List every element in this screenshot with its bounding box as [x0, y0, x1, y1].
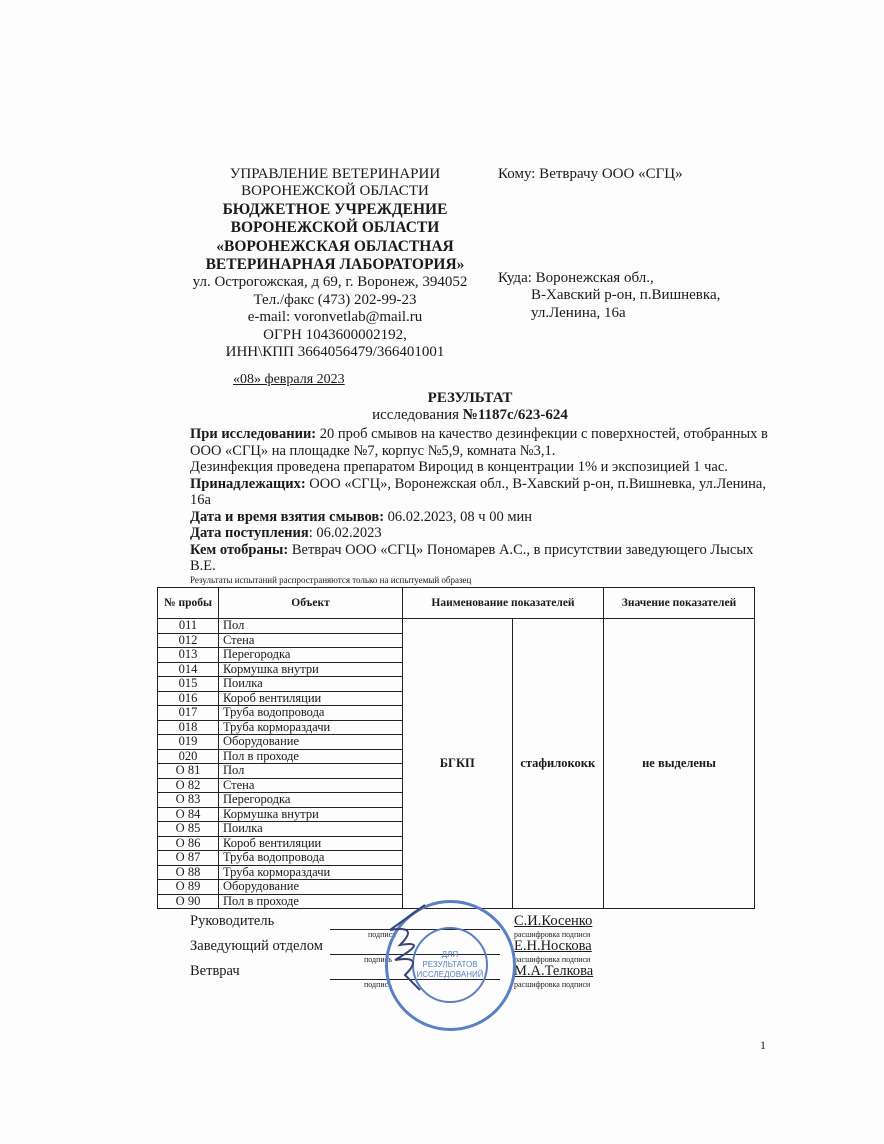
signatory-name: С.И.Косенко [514, 913, 593, 929]
header-line: ВОРОНЕЖСКОЙ ОБЛАСТИ [241, 183, 429, 200]
sample-object: Труба водопровода [219, 851, 403, 866]
document-subtitle [180, 407, 760, 424]
sample-number: 019 [158, 735, 219, 750]
label: Кем отобраны: [190, 541, 289, 558]
org-ogrn: ОГРН 1043600002192, [263, 326, 407, 343]
sample-number: 020 [158, 749, 219, 764]
sample-number: О 87 [158, 851, 219, 866]
sample-object: Поилка [219, 677, 403, 692]
results-note: Результаты испытаний распространяются только на испытуемый образец [190, 575, 472, 585]
signature-caption: подпись [364, 955, 392, 964]
value: : 06.02.2023 [308, 525, 382, 541]
sample-object: Оборудование [219, 880, 403, 895]
study-details [190, 426, 770, 575]
org-address: ул. Острогожская, д 69, г. Воронеж, 394052 [192, 274, 468, 291]
sample-object: Пол [219, 764, 403, 779]
sample-object: Труба кормораздачи [219, 865, 403, 880]
recipient-address [498, 270, 720, 322]
sample-object: Стена [219, 633, 403, 648]
value: Ветврач ООО «СГЦ» Пономарев А.С., в присутствии заведующего Лысых В.Е. [190, 541, 754, 574]
address-line: Куда: Воронежская обл., [498, 270, 654, 286]
label: Дата и время взятия смывов: [190, 508, 385, 525]
sample-number: 017 [158, 706, 219, 721]
header-indicators: Наименование показателей [403, 588, 604, 619]
recipient-to: Кому: Ветврачу ООО «СГЦ» [498, 166, 683, 182]
sample-object: Кормушка внутри [219, 807, 403, 822]
sample-number: О 85 [158, 822, 219, 837]
header-bold-line: ВЕТЕРИНАРНАЯ ЛАБОРАТОРИЯ» [205, 256, 465, 274]
address-line: ул.Ленина, 16а [531, 304, 626, 321]
result-value: не выделены [604, 619, 755, 909]
org-inn: ИНН\КПП 3664056479/366401001 [225, 344, 445, 361]
sample-object: Пол в проходе [219, 894, 403, 909]
sample-number: О 84 [158, 807, 219, 822]
value: ООО «СГЦ», Воронежская обл., В-Хавский р-он, п.Вишневка, ул.Ленина, 16а [190, 475, 766, 508]
sample-number: 014 [158, 662, 219, 677]
sample-number: 011 [158, 619, 219, 634]
header-bold-line: БЮДЖЕТНОЕ УЧРЕЖДЕНИЕ [222, 200, 448, 218]
value: 06.02.2023, 08 ч 00 мин [384, 508, 533, 525]
sample-object: Перегородка [219, 648, 403, 663]
sample-number: 013 [158, 648, 219, 663]
document-date: «08» февраля 2023 [233, 372, 345, 387]
name-caption: расшифровка подписи [514, 930, 591, 939]
org-header [190, 166, 480, 361]
signature-role: Руководитель [190, 913, 275, 929]
stamp-text: ДЛЯ РЕЗУЛЬТАТОВ ИССЛЕДОВАНИЙ [412, 927, 488, 1003]
sample-number: О 86 [158, 836, 219, 851]
org-email: e-mail: voronvetlab@mail.ru [247, 309, 423, 326]
sample-number: 018 [158, 720, 219, 735]
header-object: Объект [219, 588, 403, 619]
signature-role: Заведующий отделом [190, 938, 323, 954]
sample-object: Короб вентиляции [219, 836, 403, 851]
org-phone: Тел./факс (473) 202-99-23 [253, 291, 417, 308]
document-title: РЕЗУЛЬТАТ [427, 390, 513, 406]
signature-scribble-icon [380, 900, 440, 995]
signatory-name: Е.Н.Носкова [514, 938, 592, 954]
name-caption: расшифровка подписи [514, 955, 591, 964]
sample-object: Пол [219, 619, 403, 634]
sample-number: 012 [158, 633, 219, 648]
signature-role: Ветврач [190, 963, 240, 979]
disinfection-text: Дезинфекция проведена препаратом Вироцид в концентрации 1% и экспозицией 1 час. [190, 459, 728, 475]
subtitle-prefix: исследования [372, 407, 463, 423]
sample-object: Короб вентиляции [219, 691, 403, 706]
sample-number: 016 [158, 691, 219, 706]
sample-object: Труба водопровода [219, 706, 403, 721]
sample-number: О 89 [158, 880, 219, 895]
results-table [157, 587, 755, 909]
signatory-name: М.А.Телкова [514, 963, 594, 979]
address-line: В-Хавский р-он, п.Вишневка, [531, 287, 721, 304]
page-number: 1 [760, 1038, 766, 1052]
signature-caption: подпись [364, 980, 392, 989]
indicator-bgkp: БГКП [403, 619, 513, 909]
header-values: Значение показателей [604, 588, 755, 619]
sample-object: Перегородка [219, 793, 403, 808]
header-bold-line: «ВОРОНЕЖСКАЯ ОБЛАСТНАЯ [216, 237, 454, 255]
sample-number: О 82 [158, 778, 219, 793]
sample-number: О 90 [158, 894, 219, 909]
sample-object: Оборудование [219, 735, 403, 750]
label: При исследовании: [190, 426, 317, 442]
table-row [158, 619, 755, 634]
header-bold-line: ВОРОНЕЖСКОЙ ОБЛАСТИ [230, 219, 440, 237]
sample-object: Труба кормораздачи [219, 720, 403, 735]
sample-number: О 81 [158, 764, 219, 779]
sample-object: Стена [219, 778, 403, 793]
sample-object: Кормушка внутри [219, 662, 403, 677]
label: Дата поступления [190, 525, 309, 541]
header-line: УПРАВЛЕНИЕ ВЕТЕРИНАРИИ [229, 166, 441, 182]
indicator-staph: стафилококк [512, 619, 603, 909]
label: Принадлежащих: [190, 475, 306, 492]
sample-number: О 83 [158, 793, 219, 808]
sample-object: Пол в проходе [219, 749, 403, 764]
study-number: №1187с/623-624 [462, 407, 568, 423]
header-sample-no: № пробы [158, 588, 219, 619]
value: 20 проб смывов на качество дезинфекции с поверхностей, отобранных в ООО «СГЦ» на площадке №7, корпус №5,9, комната №3,1. [190, 426, 768, 459]
sample-number: О 88 [158, 865, 219, 880]
name-caption: расшифровка подписи [514, 980, 591, 989]
signature-caption: подпись [368, 930, 396, 939]
sample-object: Поилка [219, 822, 403, 837]
sample-number: 015 [158, 677, 219, 692]
